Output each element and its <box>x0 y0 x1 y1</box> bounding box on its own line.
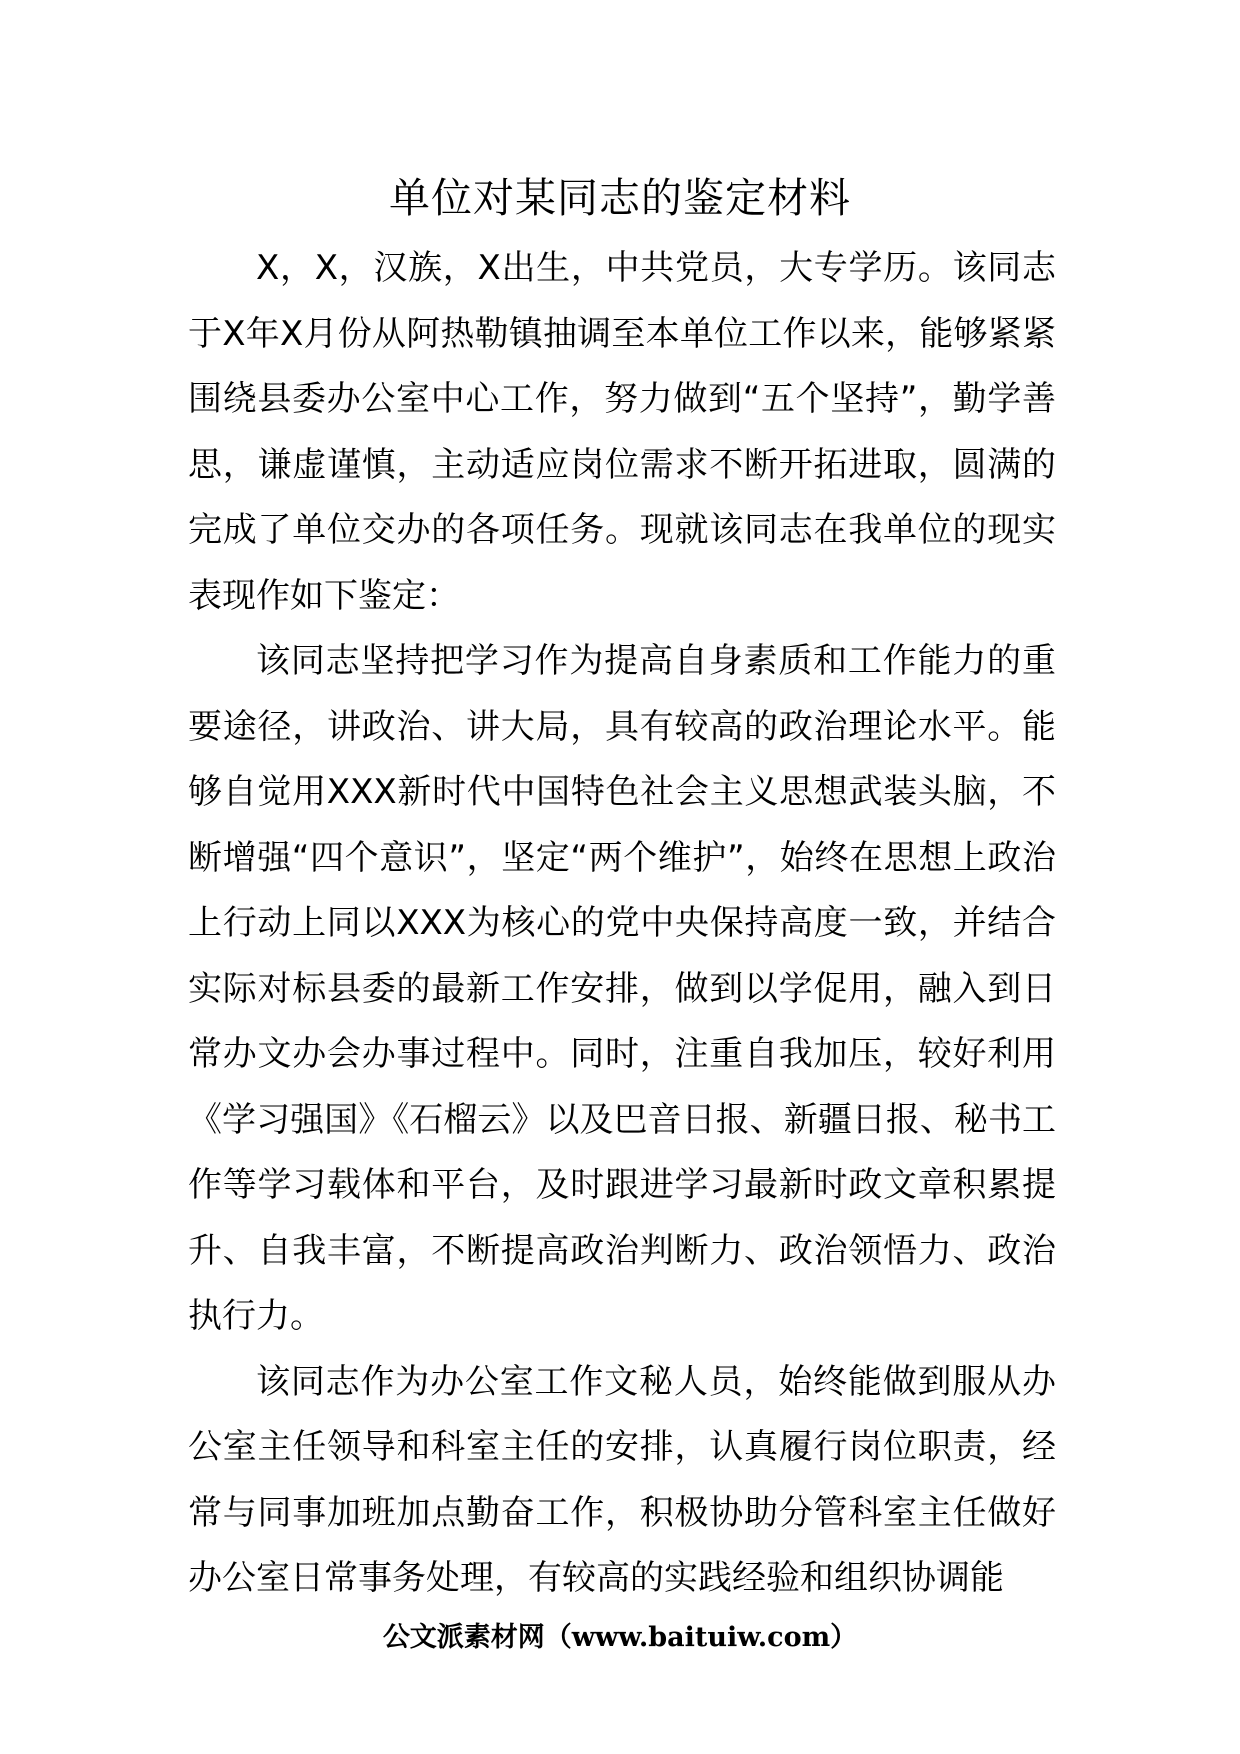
footer-watermark: 公文派素材网（www.baituiw.com） <box>382 1622 858 1653</box>
document-title: 单位对某同志的鉴定材料 <box>389 174 851 222</box>
paragraph-intro: X，X，汉族，X出生，中共党员，大专学历。该同志于X年X月份从阿热勒镇抽调至本单位工作以来，能够紧紧围绕县委办公室中心工作，努力做到“五个坚持”，勤学善思，谦虚谨慎，主动适应岗位需求不断开拓进取，圆满的完成了单位交办的各项任务。现就该同志在我单位的现实表现作如下鉴定： <box>188 248 1056 616</box>
paragraph-study: 该同志坚持把学习作为提高自身素质和工作能力的重要途径，讲政治、讲大局，具有较高的政治理论水平。能够自觉用XXX新时代中国特色社会主义思想武装头脑，不断增强“四个意识”，坚定“两个维护”，始终在思想上政治上行动上同以XXX为核心的党中央保持高度一致，并结合实际对标县委的最新工作安排，做到以学促用，融入到日常办文办会办事过程中。同时，注重自我加压，较好利用《学习强国》《石榴云》以及巴音日报、新疆日报、秘书工作等学习载体和平台，及时跟进学习最新时政文章积累提升、自我丰富，不断提高政治判断力、政治领悟力、政治执行力。 <box>188 641 1056 1336</box>
paragraph-work: 该同志作为办公室工作文秘人员，始终能做到服从办公室主任领导和科室主任的安排，认真履行岗位职责，经常与同事加班加点勤奋工作，积极协助分管科室主任做好办公室日常事务处理，有较高的实践经验和组织协调能 <box>188 1361 1056 1598</box>
document-body <box>188 236 1056 1612</box>
